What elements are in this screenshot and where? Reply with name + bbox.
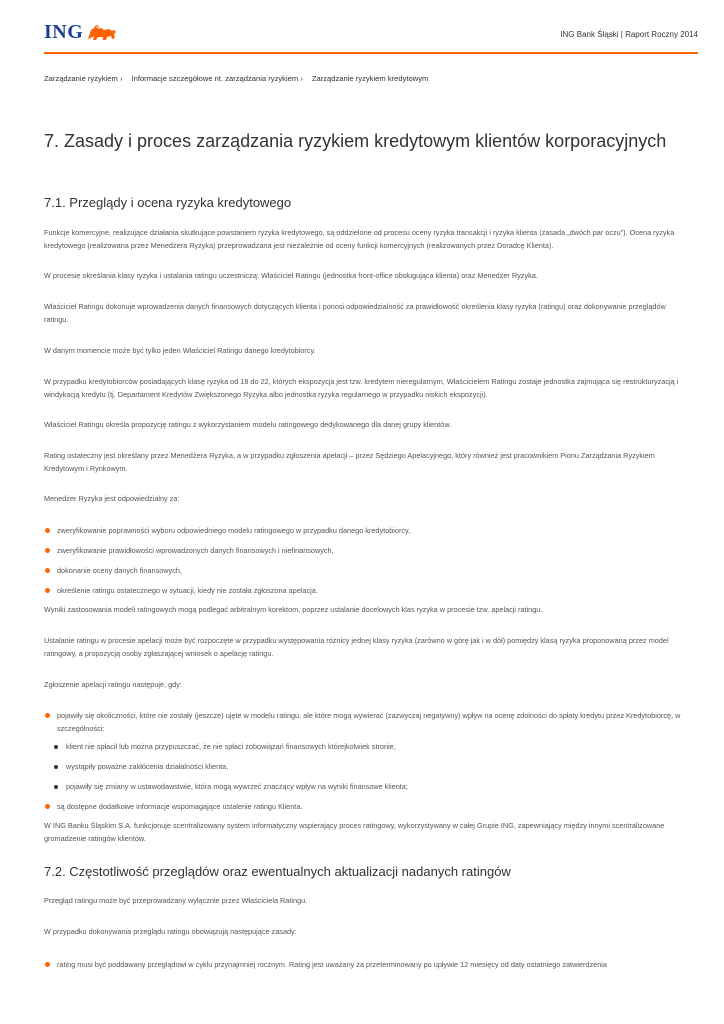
paragraph: Właściciel Ratingu dokonuje wprowadzenia danych finansowych dotyczących klienta i ponosi odpowiedzialność za prawidłowość określenia klasy ryzyka (ratingu) oraz dokonywanie przeglądów ratingu. [44, 302, 666, 324]
list-item: zweryfikowanie poprawności wyboru odpowiedniego modelu ratingowego w przypadku danego kredytobiorcy, [44, 524, 684, 537]
breadcrumb-item-risk-management[interactable]: Zarządzanie ryzykiem › [44, 74, 123, 83]
paragraph: W ING Banku Śląskim S.A. funkcjonuje scentralizowany system informatyczny wspierający proces ratingowy, wykorzystywany w całej Grupie ING, zapewniający między innymi scentralizowane gromadzenie ratingów klientów. [44, 821, 665, 843]
paragraph: W przypadku kredytobiorców posiadających klasę ryzyka od 18 do 22, których ekspozycja jest tzw. kredytem nieregularnym, Właścicielem Ratingu zostaje jednostka zajmująca się restrukturyzacją i windykacją kredytu (tj. Departament Kredytów Zwiększonego Ryzyka albo jednostka ryzyka regularnego w przypadku niskich ekspozycji). [44, 377, 679, 399]
paragraph: Właściciel Ratingu określa propozycję ratingu z wykorzystaniem modelu ratingowego dedykowanego dla danej grupy klientów. [44, 420, 452, 429]
breadcrumb-item-credit-risk: Zarządzanie ryzykiem kredytowym [311, 74, 429, 83]
page-title: 7. Zasady i proces zarządzania ryzykiem kredytowym klientów korporacyjnych [44, 131, 667, 151]
paragraph: Menedżer Ryzyka jest odpowiedzialny za: [44, 494, 180, 503]
list-item: są dostępne dodatkowe informacje wspomagające ustalenie ratingu Klienta. [44, 800, 684, 813]
breadcrumb [44, 74, 437, 83]
paragraph: W przypadku dokonywania przeglądu ratingu obowiązują następujące zasady: [44, 927, 297, 936]
paragraph: W procesie określania klasy ryzyka i ustalania ratingu uczestniczą: Właściciel Ratingu (jednostka front-office obsługująca klienta) oraz Menedżer Ryzyka. [44, 271, 538, 280]
section-heading-7-2: 7.2. Częstotliwość przeglądów oraz ewentualnych aktualizacji nadanych ratingów [44, 864, 511, 879]
ing-logo[interactable] [44, 22, 118, 42]
paragraph: W danym momencie może być tylko jeden Właściciel Ratingu danego kredytobiorcy. [44, 346, 316, 355]
section-heading-7-1: 7.1. Przeglądy i ocena ryzyka kredytowego [44, 195, 292, 210]
logo-text: ING [44, 21, 84, 43]
paragraph: Rating ostateczny jest określany przez Menedżera Ryzyka, a w przypadku zgłoszenia apelacji – przez Sędziego Apelacyjnego, który również jest pracownikiem Pionu Zarządzania Ryzykiem Kredytowym i Rynkowym. [44, 451, 655, 473]
list-item: pojawiły się okoliczności, które nie zostały (jeszcze) ujęte w modelu ratingu, ale które mogą wywierać (zazwyczaj negatywny) wpływ na ocenę zdolności do spłaty kredytu przez Kredytobiorcę, w szczególności: [44, 709, 684, 735]
list-item: rating musi być poddawany przeglądowi w cyklu przynajmniej rocznym. Rating jest uważany za przeterminowany po upływie 12 miesięcy od daty ostatniego zatwierdzenia [44, 958, 684, 971]
page-header [0, 0, 724, 55]
sub-list-item: klient nie spłacił lub można przypuszczać, że nie spłaci zobowiązań finansowych którejkolwiek stronie, [54, 740, 684, 753]
lion-icon [86, 22, 118, 42]
sub-list-item: wystąpiły poważne zakłócenia działalności klienta, [54, 760, 684, 773]
breadcrumb-item-detailed-info[interactable]: Informacje szczegółowe nt. zarządzania ryzykiem › [131, 74, 303, 83]
paragraph: Zgłoszenie apelacji ratingu następuje, gdy: [44, 680, 182, 689]
header-divider [44, 52, 698, 54]
sub-list-item: pojawiły się zmiany w ustawodawstwie, która mogą wywrzeć znaczący wpływ na wyniki finansowe klienta; [54, 780, 684, 793]
report-title: ING Bank Śląski | Raport Roczny 2014 [560, 30, 698, 39]
paragraph: Przegląd ratingu może być przeprowadzany wyłącznie przez Właściciela Ratingu. [44, 896, 308, 905]
list-item: zweryfikowanie prawidłowości wprowadzonych danych finansowych i niefinansowych, [44, 544, 684, 557]
list-item: określenie ratingu ostatecznego w sytuacji, kiedy nie została zgłoszona apelacja. [44, 584, 684, 597]
paragraph: Ustalanie ratingu w procesie apelacji może być rozpoczęte w przypadku występowania różnicy jednej klasy ryzyka (zarówno w górę jak i w dół) pomiędzy klasą ryzyka proponowaną przez model ratingowy, a propozycją osoby zgłaszającej wniosek o apelację ratingu. [44, 636, 669, 658]
paragraph: Wyniki zastosowania modeli ratingowych mogą podlegać arbitralnym korektom, poprzez ustalanie docelowych klas ryzyka w procesie tzw. apelacji ratingu. [44, 605, 543, 614]
paragraph: Funkcje komercyjne, realizujące działania skutkujące powstaniem ryzyka kredytowego, są oddzielone od procesu oceny ryzyka transakcji i ryzyka klienta (zasada „dwóch par oczu”). Ocena ryzyka kredytowego (realizowana przez Menedżera Ryzyka) przeprowadzana jest niezależnie od oceny funkcji komercyjnych (realizowanych przez Doradcę Klienta). [44, 228, 675, 250]
list-item: dokonanie oceny danych finansowych, [44, 564, 684, 577]
